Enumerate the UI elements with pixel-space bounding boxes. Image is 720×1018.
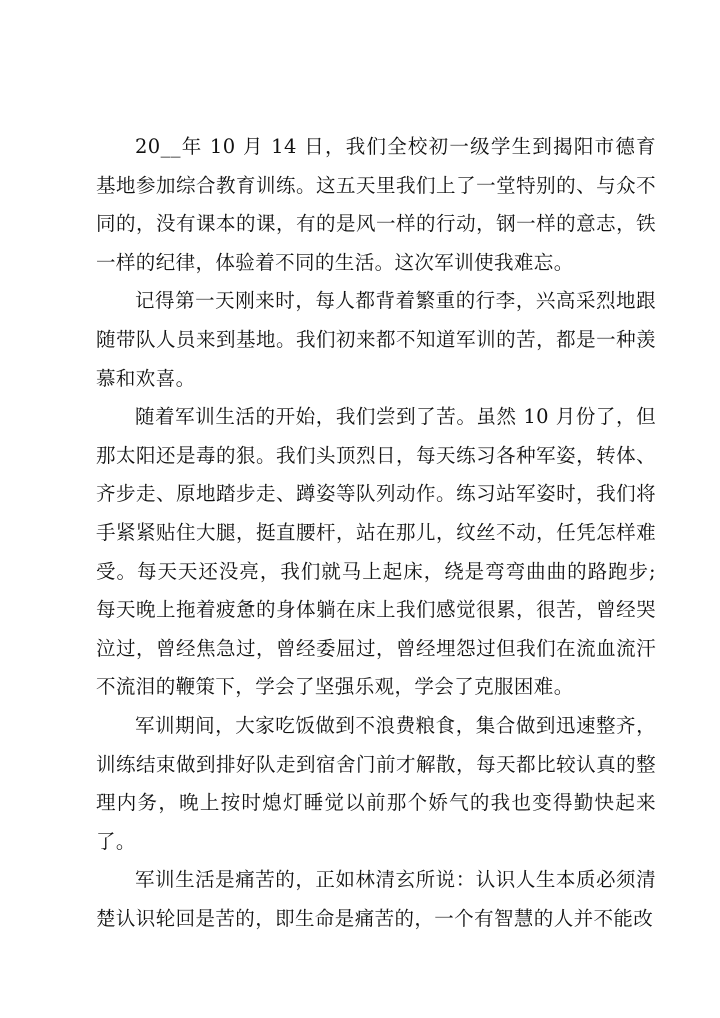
document-body: [96, 128, 656, 938]
paragraph: 记得第一天刚来时，每人都背着繁重的行李，兴高采烈地跟随带队人员来到基地。我们初来都不知道军训的苦，都是一种羡慕和欢喜。: [96, 289, 656, 390]
paragraph: 20__年 10 月 14 日，我们全校初一级学生到揭阳市德育基地参加综合教育训练。这五天里我们上了一堂特别的、与众不同的，没有课本的课，有的是风一样的行动，钢一样的意志，铁一样的纪律，体验着不同的生活。这次军训使我难忘。: [96, 135, 656, 274]
paragraph: 军训生活是痛苦的，正如林清玄所说：认识人生本质必须清楚认识轮回是苦的，即生命是痛苦的，一个有智慧的人并不能改: [96, 868, 656, 930]
paragraph: 军训期间，大家吃饭做到不浪费粮食，集合做到迅速整齐，训练结束做到排好队走到宿舍门前才解散，每天都比较认真的整理内务，晚上按时熄灯睡觉以前那个娇气的我也变得勤快起来了。: [96, 713, 656, 853]
paragraph: 随着军训生活的开始，我们尝到了苦。虽然 10 月份了，但那太阳还是毒的狠。我们头顶烈日，每天练习各种军姿，转体、齐步走、原地踏步走、蹲姿等队列动作。练习站军姿时，我们将手紧紧贴住大腿，挺直腰杆，站在那儿，纹丝不动，任凭怎样难受。每天天还没亮，我们就马上起床，绕是弯弯曲曲的路跑步;每天晚上拖着疲惫的身体躺在床上我们感觉很累，很苦，曾经哭泣过，曾经焦急过，曾经委屈过，曾经埋怨过但我们在流血流汗不流泪的鞭策下，学会了坚强乐观，学会了克服困难。: [96, 405, 656, 699]
